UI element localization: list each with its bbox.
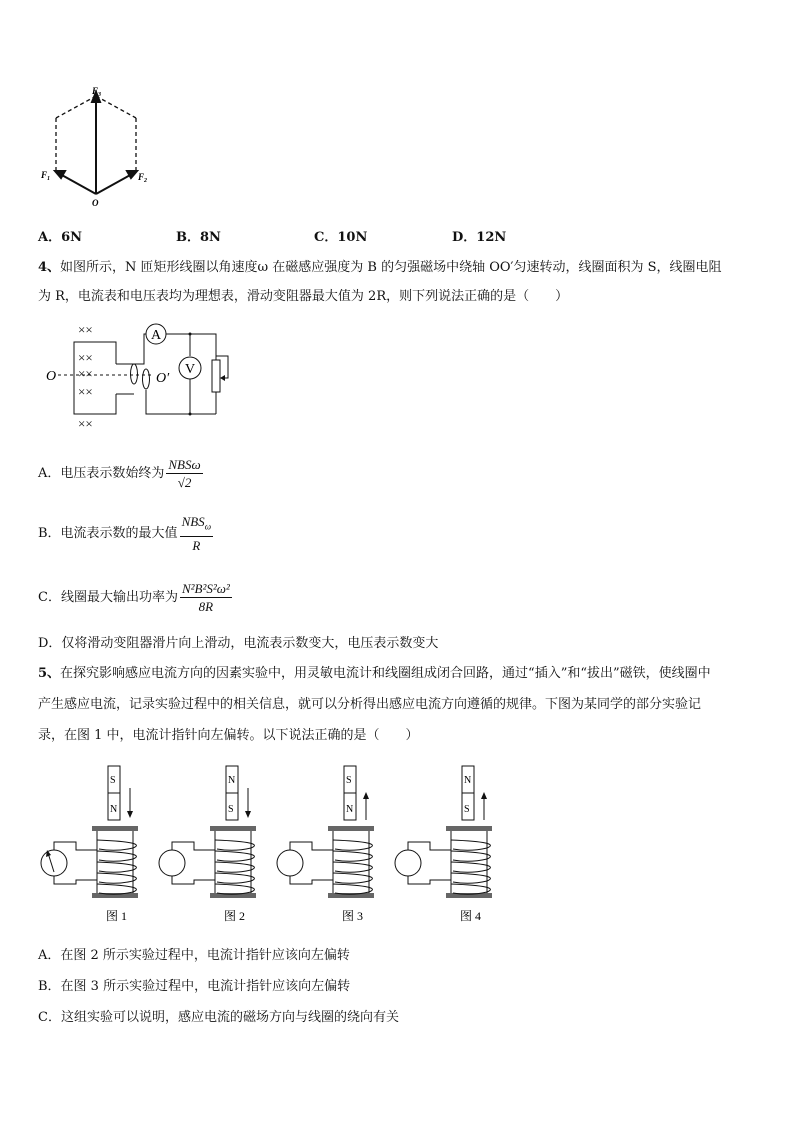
figure-caption: 图 4 — [460, 909, 482, 923]
label-f1: $F_1$ — [41, 170, 51, 182]
coil-top-plate — [92, 826, 138, 831]
experiment-figure-2 — [159, 766, 256, 923]
field-crosses-1: ×× — [78, 350, 93, 365]
q5-stem-line2: 产生感应电流，记录实验过程中的相关信息，就可以分析得出感应电流方向遵循的规律。下图为某同学的部分实验记 — [38, 697, 702, 712]
motion-down-arrow-icon — [127, 811, 133, 818]
generator-circuit-diagram — [40, 318, 250, 434]
field-crosses-bottom: ×× — [78, 416, 93, 431]
figure-caption: 图 1 — [106, 909, 128, 923]
galvanometer-icon — [277, 850, 303, 876]
magnet-top-pole: N — [464, 775, 472, 786]
galvanometer-icon — [395, 850, 421, 876]
axis-o-label: O — [46, 369, 57, 384]
q5-option-a: A．在图 2 所示实验过程中，电流计指针应该向左偏转 — [38, 948, 350, 963]
experiment-figure-3 — [277, 766, 374, 923]
galvanometer-icon — [41, 850, 67, 876]
ammeter-label: A — [151, 328, 162, 343]
figure-caption: 图 2 — [224, 909, 246, 923]
q4-option-d: D．仅将滑动变阻器滑片向上滑动，电流表示数变大，电压表示数变大 — [38, 636, 439, 651]
coil-bottom-plate — [210, 893, 256, 898]
field-crosses-top: ×× — [78, 322, 93, 337]
coil-top-plate — [328, 826, 374, 831]
magnet-top-pole: S — [346, 775, 352, 786]
q3-option-a: A．6N — [38, 230, 83, 245]
coil-top-plate — [210, 826, 256, 831]
galvanometer-icon — [159, 850, 185, 876]
q5-stem-line1: 5、在探究影响感应电流方向的因素实验中，用灵敏电流计和线圈组成闭合回路，通过“插入”和“拔出”磁铁，使线圈中 — [38, 666, 711, 681]
q3-option-b: B．8N — [176, 230, 221, 245]
coil-bottom-plate — [446, 893, 492, 898]
motion-down-arrow-icon — [245, 811, 251, 818]
motion-up-arrow-icon — [363, 792, 369, 799]
coil-bottom-plate — [328, 893, 374, 898]
q4-option-c: C．线圈最大输出功率为 $\frac{\text{N²B²S²ω²}}{8R}$ — [38, 581, 230, 614]
label-o: O — [92, 198, 99, 208]
q5-stem-line3: 录，在图 1 中，电流计指针向左偏转。以下说法正确的是（ ） — [38, 728, 419, 743]
field-crosses-3: ×× — [78, 384, 93, 399]
q4-stem-line2: 为 R，电流表和电压表均为理想表，滑动变阻器最大值为 2R，则下列说法正确的是（ ） — [38, 289, 569, 304]
magnet-bottom-pole: S — [228, 804, 234, 815]
axis-o-prime-label: O′ — [156, 371, 170, 386]
label-f3: $F_3$ — [92, 86, 102, 98]
magnet-bottom-pole: S — [464, 804, 470, 815]
magnet-coil-experiments — [36, 760, 536, 930]
magnet-top-pole: N — [228, 775, 236, 786]
q5-option-c: C．这组实验可以说明，感应电流的磁场方向与线圈的绕向有关 — [38, 1010, 399, 1025]
experiment-figure-1 — [41, 766, 138, 923]
q3-option-d: D．12N — [452, 230, 507, 245]
magnet-bottom-pole: N — [110, 804, 118, 815]
force-diagram — [30, 82, 160, 212]
magnet-bottom-pole: N — [346, 804, 354, 815]
coil-bottom-plate — [92, 893, 138, 898]
label-f2: $F_2$ — [138, 172, 148, 184]
coil-top-plate — [446, 826, 492, 831]
experiment-figure-4 — [395, 766, 492, 923]
figure-caption: 图 3 — [342, 909, 364, 923]
voltmeter-label: V — [185, 362, 196, 377]
q4-stem-line1: 4、如图所示，N 匝矩形线圈以角速度ω 在磁感应强度为 B 的匀强磁场中绕轴 OO′匀速转动，线圈面积为 S，线圈电阻 — [38, 260, 722, 275]
q4-option-b: B．电流表示数的最大值 $\frac{NBS_\omega}{R}$ — [38, 514, 212, 553]
q5-option-b: B．在图 3 所示实验过程中，电流计指针应该向左偏转 — [38, 979, 351, 994]
field-crosses-2: ×× — [78, 366, 93, 381]
q3-option-c: C．10N — [314, 230, 368, 245]
q4-option-a: A．电压表示数始终为 $\frac{\text{NBSω}}{√2}$ — [38, 457, 201, 490]
motion-up-arrow-icon — [481, 792, 487, 799]
magnet-top-pole: S — [110, 775, 116, 786]
